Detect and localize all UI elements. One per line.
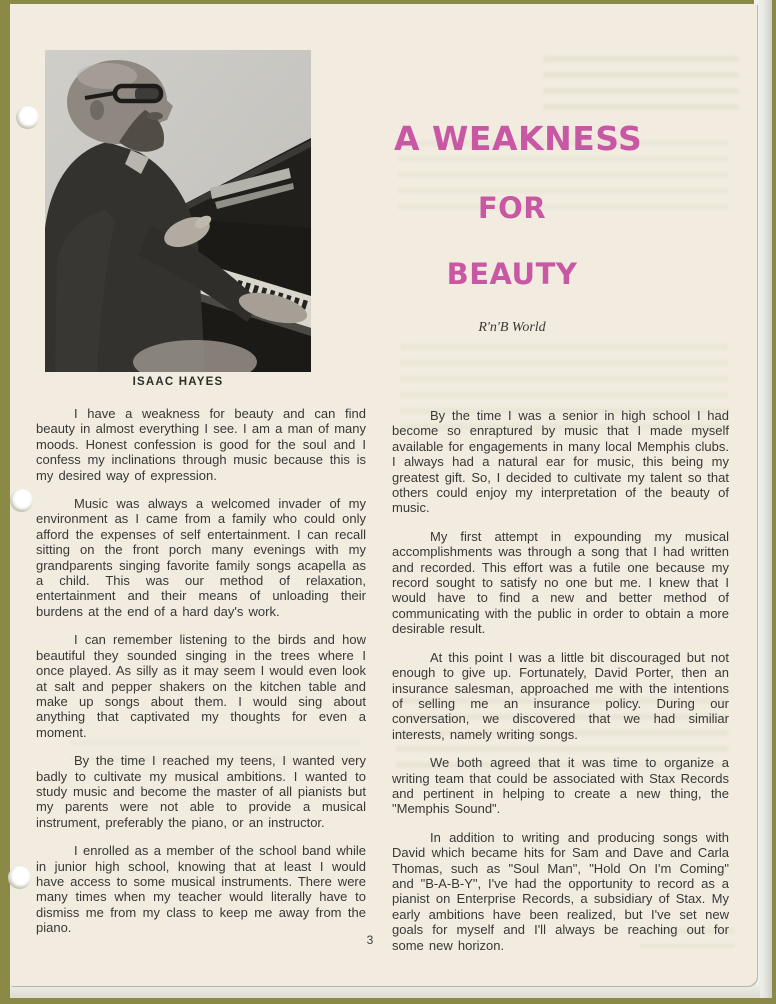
page-number: 3 bbox=[366, 933, 374, 947]
paragraph-right-1: By the time I was a senior in high school I had become so enraptured by music that I made myself available for engagements in many local Memphis clubs. I always had a natural ear for music, this being my greatest gift. So, I decided to cultivate my talent so that others could enjoy my interpretation of the beauty of music. bbox=[392, 408, 729, 516]
paragraph-left-1: I have a weakness for beauty and can find beauty in almost everything I see. I am a man of many moods. Honest confession is good for the soul and I confess my inclinations through music because this is my desired way of expression. bbox=[36, 406, 366, 483]
hole-punch-middle bbox=[10, 489, 33, 512]
headline-line-2: FOR bbox=[477, 191, 547, 225]
headline-line-3: BEAUTY bbox=[446, 257, 578, 291]
paragraph-left-5: I enrolled as a member of the school band while in junior high school, knowing that at least I would have access to some musical instruments. There were many times when my teacher would literally have to dismiss me from my class to keep me away from the piano. bbox=[36, 843, 366, 936]
paragraph-left-3: I can remember listening to the birds and how beautiful they sounded singing in the trees where I once played. As silly as it may seem I would even look at salt and pepper shakers on the kitchen table and make up songs about them. I would sing about anything that captivated my thoughts for even a moment. bbox=[36, 632, 366, 740]
photo-caption: ISAAC HAYES bbox=[132, 376, 224, 388]
isaac-hayes-photo bbox=[45, 50, 311, 372]
hole-punch-top bbox=[16, 106, 39, 129]
byline: R'n'B World bbox=[478, 320, 546, 335]
paragraph-right-4: We both agreed that it was time to organize a writing team that could be associated with Stax Records and pertinent in helping to create a new thing, the "Memphis Sound". bbox=[392, 755, 729, 817]
piano-portrait-illustration bbox=[45, 50, 311, 372]
article-column-right bbox=[392, 408, 729, 953]
bleed-through-texture bbox=[543, 56, 739, 112]
paragraph-right-3: At this point I was a little bit discouraged but not enough to give up. Fortunately, David Porter, then an insurance salesman, approached me with the intentions of selling me an insurance policy. During our conversation, we discovered that we had similiar interests, namely writing songs. bbox=[392, 649, 729, 742]
hole-punch-bottom bbox=[8, 866, 31, 889]
paragraph-left-2: Music was always a welcomed invader of my environment as I came from a family who could only afford the expenses of self entertainment. I can recall sitting on the front porch many evenings with my grandparents singing favorite family songs acapella as a child. This was our method of relaxation, entertainment and their means of unloading their burdens at the end of a hard day's work. bbox=[36, 496, 366, 619]
article-column-left bbox=[36, 406, 366, 936]
paragraph-left-4: By the time I reached my teens, I wanted very badly to cultivate my musical ambitions. I wanted to study music and become the master of all pianists but my parents were not able to provide a musical instrument, preferably the piano, or an instructor. bbox=[36, 753, 366, 830]
paragraph-right-5: In addition to writing and producing songs with David which became hits for Sam and Dave and Carla Thomas, such as "Soul Man", "Hold On I'm Coming" and "B-A-B-Y", I've had the opportunity to record as a pianist on Enterprise Records, a subsidiary of Stax. My early ambitions have been realized, but I've set new goals for myself and I'll always be reaching out for some new horizon. bbox=[392, 829, 729, 953]
paragraph-right-2: My first attempt in expounding my musical accomplishments was through a song that I had written and recorded. This effort was a futile one because my record sought to satisfy no one but me. I knew that I would have to find a new and better method of communicating with the public in order to obtain a more desirable result. bbox=[392, 528, 729, 637]
scan-backing-sheet-bottom bbox=[10, 984, 760, 998]
headline-line-1: A WEAKNESS bbox=[394, 119, 643, 158]
